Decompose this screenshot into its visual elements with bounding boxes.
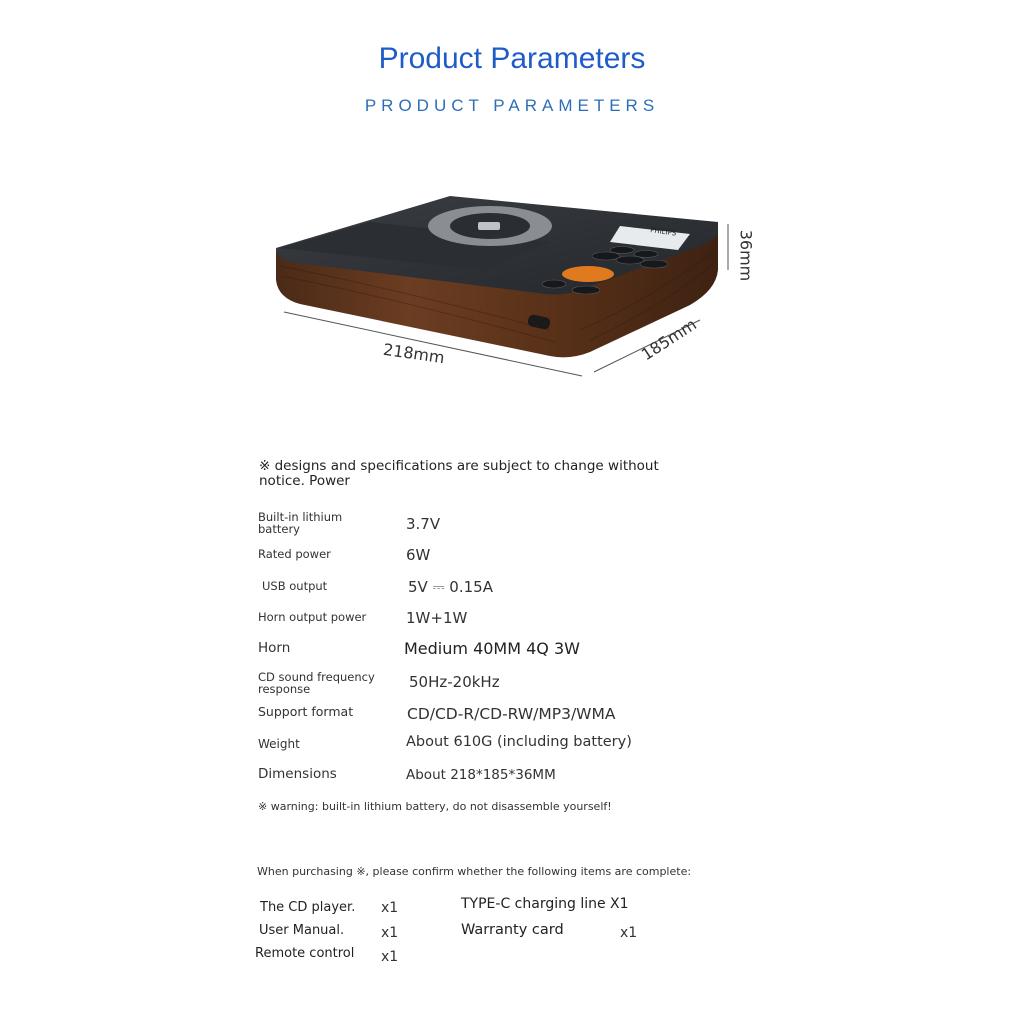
spec-label-dimensions: Dimensions [258, 766, 337, 782]
width-dimension-label: 218mm [381, 339, 446, 368]
spec-value-format: CD/CD-R/CD-RW/MP3/WMA [407, 705, 616, 723]
spec-value-weight: About 610G (including battery) [406, 734, 632, 750]
spec-label-battery: Built-in lithium battery [258, 510, 343, 536]
package-qty-user-manual: x1 [381, 925, 399, 941]
spec-label-format: Support format [258, 704, 354, 719]
spec-value-usb-output: 5V ⎓ 0.15A [408, 578, 493, 596]
spec-value-frequency: 50Hz-20kHz [409, 673, 500, 691]
spec-notice: ※ designs and specifications are subject to change without notice. Power [259, 458, 659, 489]
spec-value-rated-power: 6W [406, 546, 431, 564]
package-item-cd-player: The CD player. [260, 900, 356, 915]
spec-value-battery: 3.7V [406, 515, 441, 533]
spec-label-frequency: CD sound frequency response [258, 670, 375, 696]
package-item-type-c-cable: TYPE-C charging line X1 [461, 896, 629, 912]
height-dimension-label: 36mm [736, 229, 756, 282]
page-title: Product Parameters [378, 42, 646, 75]
spec-label-usb-output: USB output [262, 579, 328, 593]
product-image [250, 180, 770, 380]
package-confirm-text: When purchasing ※, please confirm whether the following items are complete: [257, 865, 692, 878]
spec-value-horn-output: 1W+1W [406, 609, 468, 627]
package-qty-warranty-card: x1 [620, 925, 638, 941]
svg-text:PHILIPS: PHILIPS [649, 226, 677, 238]
spec-label-rated-power: Rated power [258, 547, 331, 561]
package-item-remote: Remote control [255, 946, 355, 961]
package-qty-cd-player: x1 [381, 900, 399, 916]
depth-dimension-label: 185mm [637, 314, 700, 365]
page-subtitle: PRODUCT PARAMETERS [364, 96, 660, 115]
spec-label-weight: Weight [258, 737, 300, 751]
spec-label-horn: Horn [258, 640, 291, 656]
battery-warning: ※ warning: built-in lithium battery, do not disassemble yourself! [258, 800, 612, 813]
spec-label-horn-output: Horn output power [258, 610, 367, 624]
spec-value-dimensions: About 218*185*36MM [406, 767, 556, 783]
package-item-warranty-card: Warranty card [461, 922, 564, 938]
package-item-user-manual: User Manual. [259, 923, 345, 938]
spec-value-horn: Medium 40MM 4Q 3W [404, 639, 580, 658]
package-qty-remote: x1 [381, 949, 399, 965]
cd-player-illustration [250, 180, 770, 380]
